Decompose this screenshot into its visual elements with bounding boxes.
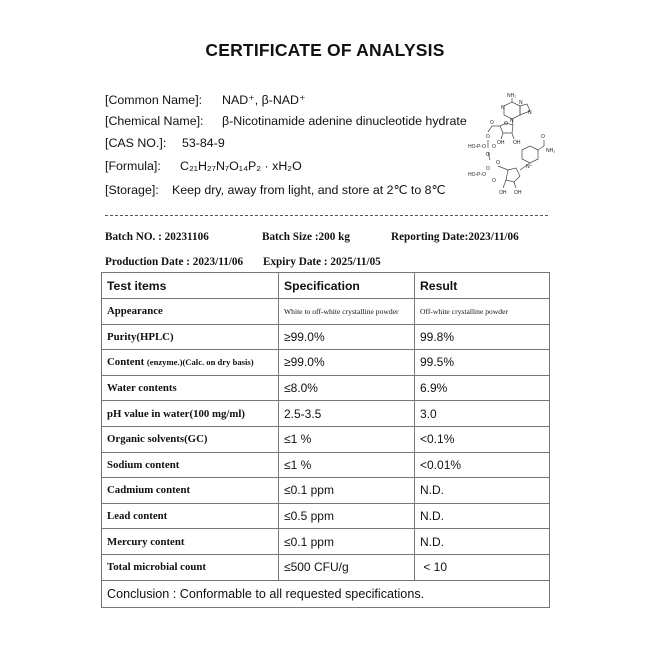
structure-label: OH	[514, 190, 522, 196]
specification: ≤0.1 ppm	[279, 478, 415, 504]
specification: 2.5-3.5	[279, 401, 415, 427]
chemical-name-label: [Chemical Name]:	[105, 114, 204, 128]
specification: ≤500 CFU/g	[279, 554, 415, 580]
structure-label: O	[504, 121, 508, 127]
specification: White to off-white crystalline powder	[279, 299, 415, 325]
results-table	[101, 272, 550, 608]
common-name-value: NAD⁺, β-NAD⁺	[222, 93, 306, 107]
test-item: Mercury content	[102, 529, 279, 555]
structure-label: N	[519, 100, 523, 106]
batch-size: Batch Size :200 kg	[262, 231, 350, 243]
table-row	[102, 375, 550, 401]
reporting-date: Reporting Date:2023/11/06	[391, 231, 519, 243]
batch-no: Batch NO. : 20231106	[105, 231, 209, 243]
table-row	[102, 503, 550, 529]
common-name-label: [Common Name]:	[105, 93, 203, 107]
specification: ≤1 %	[279, 452, 415, 478]
chemical-name-row	[105, 114, 467, 128]
cas-row	[105, 136, 225, 150]
test-item: Purity(HPLC)	[102, 324, 279, 350]
structure-label: NH₂	[507, 93, 517, 99]
structure-label: N	[528, 110, 532, 116]
expiry-date: Expiry Date : 2025/11/05	[263, 256, 381, 268]
storage-label: [Storage]:	[105, 183, 159, 197]
document-title: CERTIFICATE OF ANALYSIS	[205, 40, 445, 60]
specification: ≤0.1 ppm	[279, 529, 415, 555]
table-row	[102, 529, 550, 555]
storage-value: Keep dry, away from light, and store at 2℃ to 8℃	[172, 183, 446, 197]
formula-value: C₂₁H₂₇N₇O₁₄P₂ · xH₂O	[180, 159, 302, 173]
formula-label: [Formula]:	[105, 159, 161, 173]
chemical-name-value: β-Nicotinamide adenine dinucleotide hydrate	[222, 114, 467, 128]
table-row	[102, 299, 550, 325]
dashed-divider	[105, 215, 548, 216]
structure-label: N⁺	[526, 164, 533, 170]
structure-label: N	[501, 105, 505, 111]
result: N.D.	[415, 503, 550, 529]
test-item: Content (enzyme.)(Calc. on dry basis)	[102, 350, 279, 376]
table-row	[102, 426, 550, 452]
result: < 10	[415, 554, 550, 580]
cas-label: [CAS NO.]:	[105, 136, 167, 150]
structure-label: HO-P-O	[468, 144, 487, 150]
header-test-items: Test items	[102, 273, 279, 299]
table-header-row	[102, 273, 550, 299]
structure-label: N	[510, 118, 514, 124]
specification: ≤8.0%	[279, 375, 415, 401]
table-row	[102, 554, 550, 580]
result: <0.01%	[415, 452, 550, 478]
header-specification: Specification	[279, 273, 415, 299]
table-row	[102, 452, 550, 478]
test-item: Total microbial count	[102, 554, 279, 580]
structure-label: OH	[513, 140, 521, 146]
specification: ≤0.5 ppm	[279, 503, 415, 529]
structure-label: HO-P-O	[468, 172, 487, 178]
cas-value: 53-84-9	[182, 136, 225, 150]
header-result: Result	[415, 273, 550, 299]
structure-label: OH	[497, 140, 505, 146]
structure-label: O	[486, 134, 490, 140]
structure-label: OH	[499, 190, 507, 196]
structure-label: O	[490, 120, 494, 126]
table-row	[102, 478, 550, 504]
table-row	[102, 324, 550, 350]
result: 99.8%	[415, 324, 550, 350]
test-item: Lead content	[102, 503, 279, 529]
result: 99.5%	[415, 350, 550, 376]
production-date: Production Date : 2023/11/06	[105, 256, 244, 268]
structure-label: O	[486, 152, 490, 158]
result: <0.1%	[415, 426, 550, 452]
structure-label: O	[486, 166, 490, 172]
result: Off-white crystalline powder	[415, 299, 550, 325]
conclusion-row	[102, 580, 550, 607]
specification: ≥99.0%	[279, 350, 415, 376]
structure-label: O	[492, 144, 496, 150]
specification: ≤1 %	[279, 426, 415, 452]
nad-structure-icon	[466, 90, 558, 208]
structure-label: O	[496, 160, 500, 166]
specification: ≥99.0%	[279, 324, 415, 350]
test-item: Cadmium content	[102, 478, 279, 504]
table-row	[102, 401, 550, 427]
test-item: Water contents	[102, 375, 279, 401]
common-name-row	[105, 92, 306, 107]
storage-row	[105, 182, 445, 197]
result: 6.9%	[415, 375, 550, 401]
table-row	[102, 350, 550, 376]
structure-label: O	[541, 134, 545, 140]
structure-label: O	[492, 178, 496, 184]
structure-label: NH₂	[546, 148, 556, 154]
conclusion: Conclusion : Conformable to all requested specifications.	[102, 580, 550, 607]
result: N.D.	[415, 529, 550, 555]
result: N.D.	[415, 478, 550, 504]
test-item: Appearance	[102, 299, 279, 325]
result: 3.0	[415, 401, 550, 427]
formula-row	[105, 159, 302, 173]
test-item: Organic solvents(GC)	[102, 426, 279, 452]
test-item-note: (enzyme.)(Calc. on dry basis)	[146, 357, 254, 368]
test-item: Sodium content	[102, 452, 279, 478]
test-item: pH value in water(100 mg/ml)	[102, 401, 279, 427]
